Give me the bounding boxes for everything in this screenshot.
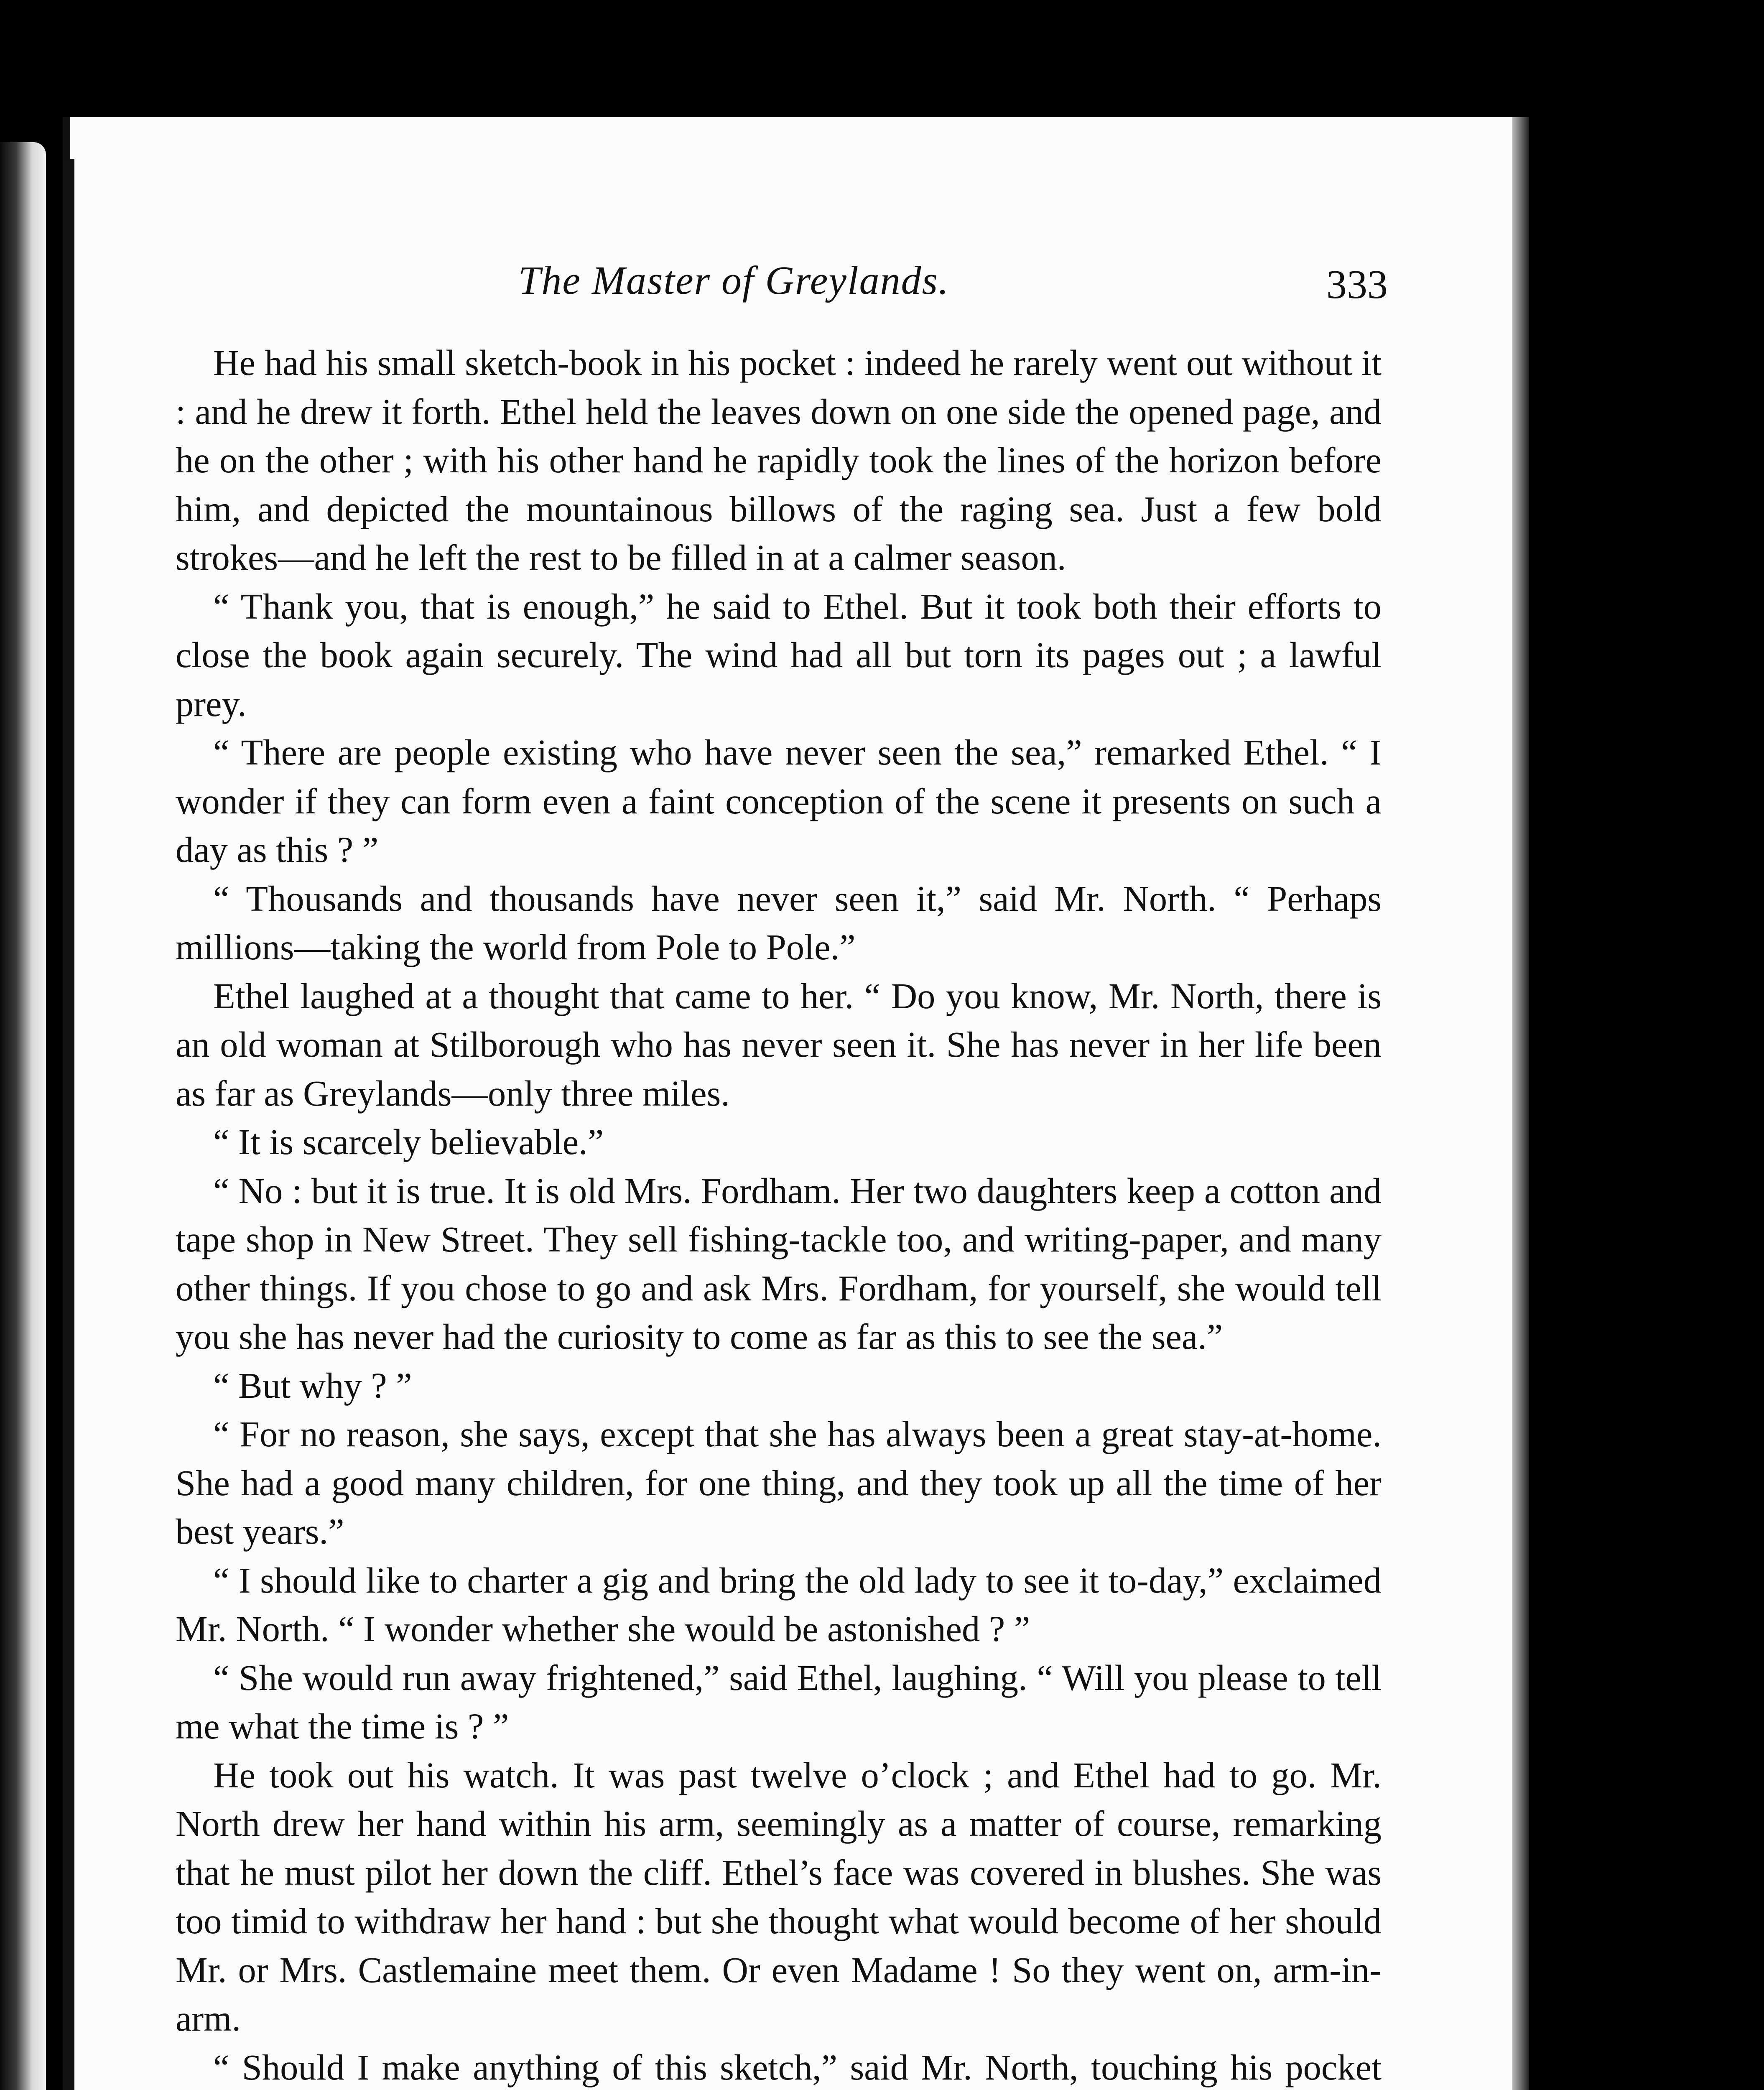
paragraph-2: “ Thank you, that is enough,” he said to Ethel. But it took both their efforts to close the book again securely. The wind had all but torn its pages out ; a lawful prey. xyxy=(176,586,1382,724)
paragraph-13: “ Should I make anything of this sketch,” said Mr. North, touching his pocket xyxy=(213,2047,1382,2087)
paragraph-6: “ It is scarcely believable.” xyxy=(213,1122,604,1162)
running-title: The Master of Greylands. xyxy=(518,258,950,303)
paragraph-7: “ No : but it is true. It is old Mrs. Fordham. Her two daughters keep a cotton and tape shop in New Street. They sell fishing-tackle too, and writing-paper, and many other things. If you chose to go and ask Mrs. Fordham, for yourself, she would tell you she has never had the curiosity to come as far as this to see the sea.” xyxy=(176,1170,1382,1357)
paragraph-10: “ I should like to charter a gig and bring the old lady to see it to-day,” exclaimed Mr. North. “ I wonder whether she would be astonished ? ” xyxy=(176,1560,1382,1649)
page-right-edge xyxy=(1512,117,1529,2090)
paragraph-5: Ethel laughed at a thought that came to her. “ Do you know, Mr. North, there is an old woman at Stilborough who has never seen it. She has never in her life been as far as Greylands—only three miles. xyxy=(176,976,1382,1114)
paragraph-9: “ For no reason, she says, except that she has always been a great stay-at-home. She had a good many children, for one thing, and they took up all the time of her best years.” xyxy=(176,1414,1382,1552)
paragraph-4: “ Thousands and thousands have never seen it,” said Mr. North. “ Perhaps millions—taking the world from Pole to Pole.” xyxy=(176,878,1382,967)
page-gutter-shadow xyxy=(63,159,74,2090)
paragraph-1: He had his small sketch-book in his pocket : indeed he rarely went out without it : and he drew it forth. Ethel held the leaves down on one side the opened page, and he on the other ; with his other hand he rapidly took the lines of the horizon before him, and depicted the mountainous billows of the raging sea. Just a few bold strokes—and he left the rest to be filled in at a calmer season. xyxy=(176,343,1382,578)
previous-page-edge xyxy=(0,142,46,2090)
body-text xyxy=(176,339,1382,2090)
paragraph-8: “ But why ? ” xyxy=(213,1365,412,1406)
page-number: 333 xyxy=(1326,262,1388,307)
page-header xyxy=(518,257,1388,324)
paragraph-11: “ She would run away frightened,” said Ethel, laughing. “ Will you please to tell me what the time is ? ” xyxy=(176,1657,1382,1746)
paragraph-3: “ There are people existing who have never seen the sea,” remarked Ethel. “ I wonder if they can form even a faint conception of the scene it presents on such a day as this ? ” xyxy=(176,732,1382,870)
paragraph-12: He took out his watch. It was past twelve o’clock ; and Ethel had to go. Mr. North drew her hand within his arm, seemingly as a matter of course, remarking that he must pilot her down the cliff. Ethel’s face was covered in blushes. She was too timid to withdraw her hand : but she thought what would become of her should Mr. or Mrs. Castlemaine meet them. Or even Madame ! So they went on, arm-in-arm. xyxy=(176,1755,1382,2039)
